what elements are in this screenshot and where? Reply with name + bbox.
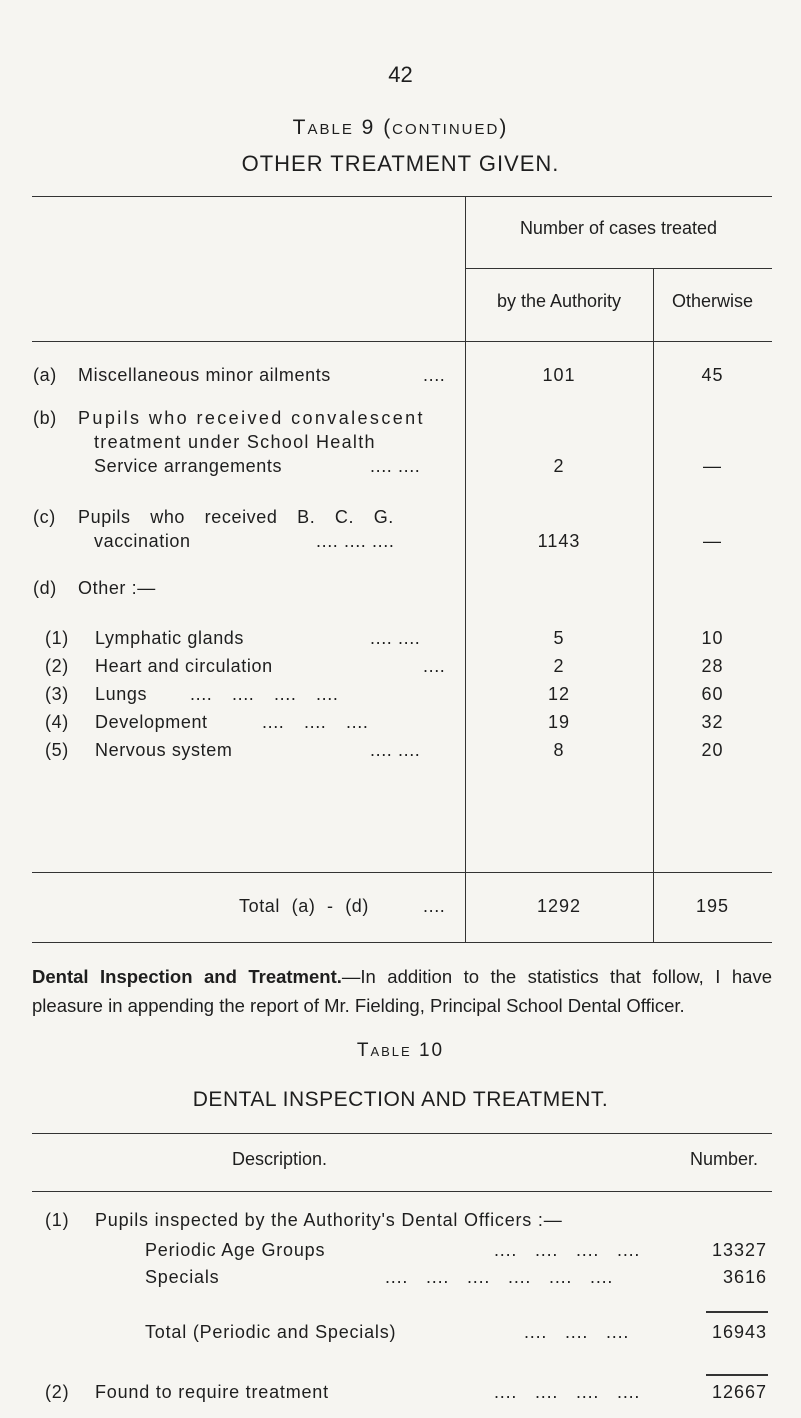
subrow-1-dots: .... .... (370, 628, 421, 648)
row-c-label: (c) (33, 507, 56, 527)
row-b-line3: Service arrangements (94, 456, 283, 476)
table9-title: Table 9 (continued) (292, 116, 509, 139)
table10-header-rule (32, 1191, 772, 1192)
subrow-4-otherwise: 32 (701, 712, 724, 732)
subrow-1-text: Lymphatic glands (95, 628, 245, 648)
subrow-2-authority: 2 (553, 656, 565, 676)
subrow-4-text: Development (95, 712, 208, 732)
subrow-1-label: (1) (45, 628, 69, 648)
t10-sub-periodic-text: Periodic Age Groups (145, 1240, 326, 1260)
header-otherwise: Otherwise (671, 291, 754, 311)
table9-group-rule (465, 268, 772, 269)
row-b-line1: Pupils who received convalescent (78, 408, 425, 428)
subrow-4-authority: 19 (547, 712, 571, 732)
row-c-otherwise: — (703, 531, 722, 551)
subrow-2-text: Heart and circulation (95, 656, 273, 676)
subrow-5-otherwise: 20 (701, 740, 724, 760)
row-a-dots: .... (423, 365, 446, 385)
subrow-1-otherwise: 10 (701, 628, 724, 648)
subrow-2-otherwise: 28 (701, 656, 724, 676)
header-by-authority: by the Authority (496, 291, 622, 311)
subrow-2-dots: .... (423, 656, 446, 676)
table9-total-label: Total (a) - (d) (239, 896, 370, 916)
t10-item2-text: Found to require treatment (95, 1382, 329, 1402)
row-b-otherwise: — (703, 456, 722, 476)
paragraph-body: —In addition to the statistics that follow, I have pleasure in appending the report of Mr. Fielding, Principal School Dental Officer. (32, 966, 772, 1016)
table9-total-authority: 1292 (536, 896, 582, 916)
t10-sub-periodic-dots: .... .... .... .... (494, 1240, 641, 1260)
row-b-label: (b) (33, 408, 57, 428)
subrow-5-text: Nervous system (95, 740, 233, 760)
row-d-label: (d) (33, 578, 57, 598)
subrow-3-text: Lungs (95, 684, 148, 704)
t10-item2-value: 12667 (711, 1382, 767, 1402)
dental-paragraph (32, 962, 772, 1020)
row-d-text: Other :— (78, 578, 156, 598)
t10-item2-dots: .... .... .... .... (494, 1382, 641, 1402)
subrow-3-authority: 12 (547, 684, 571, 704)
table10-subtitle: DENTAL INSPECTION AND TREATMENT. (192, 1088, 609, 1111)
table9-total-rule (32, 872, 772, 873)
header-description: Description. (232, 1149, 328, 1169)
subrow-3-dots: .... .... .... .... (190, 684, 339, 704)
subrow-4-label: (4) (45, 712, 69, 732)
row-c-line2: vaccination (94, 531, 191, 551)
header-number: Number. (690, 1149, 759, 1169)
table9-header-rule (32, 341, 772, 342)
table9-bottom-rule (32, 942, 772, 943)
table9-total-otherwise: 195 (695, 896, 730, 916)
page-number: 42 (388, 62, 413, 87)
subrow-5-dots: .... .... (370, 740, 421, 760)
subrow-2-label: (2) (45, 656, 69, 676)
subrow-3-otherwise: 60 (701, 684, 724, 704)
subrow-3-label: (3) (45, 684, 69, 704)
row-b-line2: treatment under School Health (94, 432, 376, 452)
total-underline-rule (706, 1374, 768, 1376)
t10-sub-specials-value: 3616 (722, 1267, 767, 1287)
row-a-label: (a) (33, 365, 57, 385)
t10-total-text: Total (Periodic and Specials) (145, 1322, 397, 1342)
row-c-line1: Pupils who received B. C. G. (78, 507, 394, 527)
t10-sub-specials-text: Specials (145, 1267, 220, 1287)
t10-sub-specials-dots: .... .... .... .... .... .... (385, 1267, 614, 1287)
table10-top-rule (32, 1133, 772, 1134)
t10-item2-label: (2) (45, 1382, 70, 1402)
row-b-dots: .... .... (370, 456, 421, 476)
subrow-1-authority: 5 (553, 628, 565, 648)
row-a-text: Miscellaneous minor ailments (78, 365, 331, 385)
row-a-authority: 101 (542, 365, 576, 385)
table9-subtitle: OTHER TREATMENT GIVEN. (241, 151, 560, 176)
header-number-of-cases: Number of cases treated (519, 218, 718, 238)
paragraph-heading: Dental Inspection and Treatment. (32, 966, 342, 987)
table10-title: Table 10 (356, 1040, 445, 1061)
row-b-authority: 2 (553, 456, 565, 476)
subtotal-rule (706, 1311, 768, 1313)
t10-total-dots: .... .... .... (524, 1322, 630, 1342)
subrow-5-label: (5) (45, 740, 69, 760)
t10-item1-label: (1) (45, 1210, 70, 1230)
row-c-dots: .... .... .... (316, 531, 395, 551)
table9-total-dots: .... (423, 896, 446, 916)
t10-sub-periodic-value: 13327 (711, 1240, 767, 1260)
subrow-5-authority: 8 (553, 740, 565, 760)
t10-total-value: 16943 (711, 1322, 767, 1342)
t10-item1-text: Pupils inspected by the Authority's Dental Officers :— (95, 1210, 563, 1230)
row-c-authority: 1143 (537, 531, 581, 551)
table9-top-rule (32, 196, 772, 197)
subrow-4-dots: .... .... .... (262, 712, 369, 732)
row-a-otherwise: 45 (701, 365, 724, 385)
